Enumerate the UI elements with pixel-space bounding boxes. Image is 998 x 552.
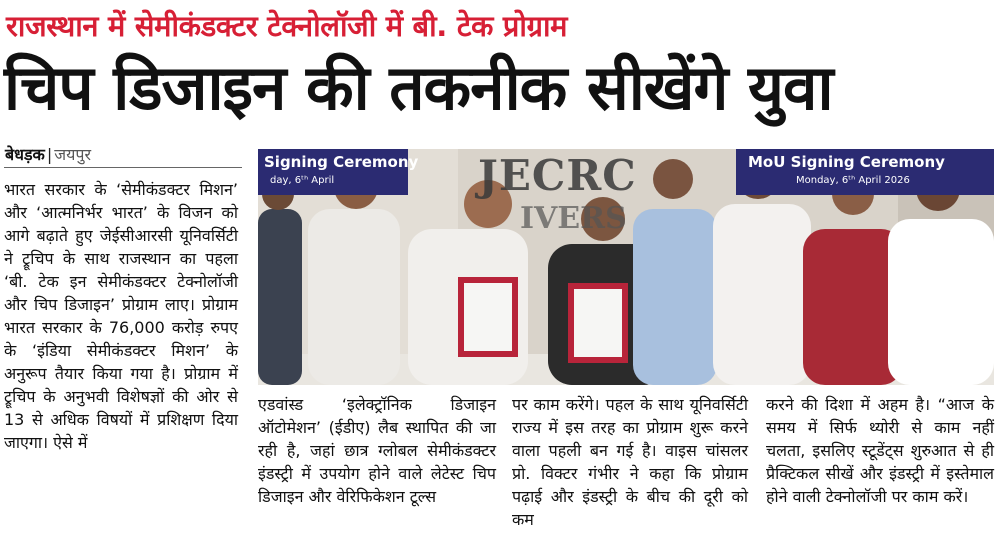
article-kicker: राजस्थान में सेमीकंडक्टर टेक्नोलॉजी में बी. टेक प्रोग्राम [6, 9, 568, 43]
article-column-2: एडवांस्ड ‘इलेक्ट्रॉनिक डिजाइन ऑटोमेशन’ (ईडीए) लैब स्थापित की जा रही है, जहां छात्र ग्लोबल सेमीकंडक्टर इंडस्ट्री में उपयोग होने वाले लेटेस्ट चिप डिजाइन और वेरिफिकेशन टूल्स [258, 395, 496, 506]
banner-right-title: MoU Signing Ceremony [748, 153, 945, 171]
backdrop-logo: JECRC [478, 151, 637, 200]
backdrop-text: IVERS [520, 201, 627, 236]
byline-city: जयपुर [54, 145, 92, 164]
article-photo [258, 149, 994, 385]
byline-source: बेधड़क [5, 145, 45, 164]
byline-separator: | [46, 145, 53, 164]
byline [5, 143, 91, 165]
banner-left-date: day, 6ᵗʰ April [270, 175, 335, 186]
banner-left [258, 149, 419, 195]
banner-right-date: Monday, 6ᵗʰ April 2026 [796, 175, 910, 186]
article-column-1: भारत सरकार के ‘सेमीकंडक्टर मिशन’ और ‘आत्मनिर्भर भारत’ के विजन को आगे बढ़ाते हुए जेईसीआरसी यूनिवर्सिटी ने ट्रूचिप के साथ राजस्थान का पहला ‘बी. टेक इन सेमीकंडक्टर टेक्नोलॉजी और चिप डिजाइन’ प्रोग्राम लाए। प्रोग्राम भारत सरकार के 76,000 करोड़ रुपए के ‘इंडिया सेमीकंडक्टर मिशन’ के अनुरूप तैयार किया गया है। प्रोग्राम में ट्रूचिप के अनुभवी विशेषज्ञों की ओर से 13 से अधिक विषयों में प्रशिक्षण दिया जाएगा। ऐसे में [4, 180, 238, 452]
banner-right [736, 149, 994, 195]
article-column-3: पर काम करेंगे। पहल के साथ यूनिवर्सिटी राज्य में इस तरह का प्रोग्राम शुरू करने वाला पहली बन गई है। वाइस चांसलर प्रो. विक्टर गंभीर ने कहा कि प्रोग्राम पढ़ाई और इंडस्ट्री के बीच की दूरी को कम [512, 395, 748, 529]
article-column-4: करने की दिशा में अहम है। “आज के समय में सिर्फ थ्योरी से काम नहीं चलता, इसलिए स्टूडेंट्स शुरुआत से ही प्रैक्टिकल सीखें और इंडस्ट्री में इस्तेमाल होने वाली टेक्नोलॉजी पर काम करें। [766, 395, 994, 506]
banner-left-title: Signing Ceremony [264, 153, 419, 171]
article-headline: चिप डिजाइन की तकनीक सीखेंगे युवा [4, 51, 833, 124]
byline-rule [4, 167, 242, 168]
